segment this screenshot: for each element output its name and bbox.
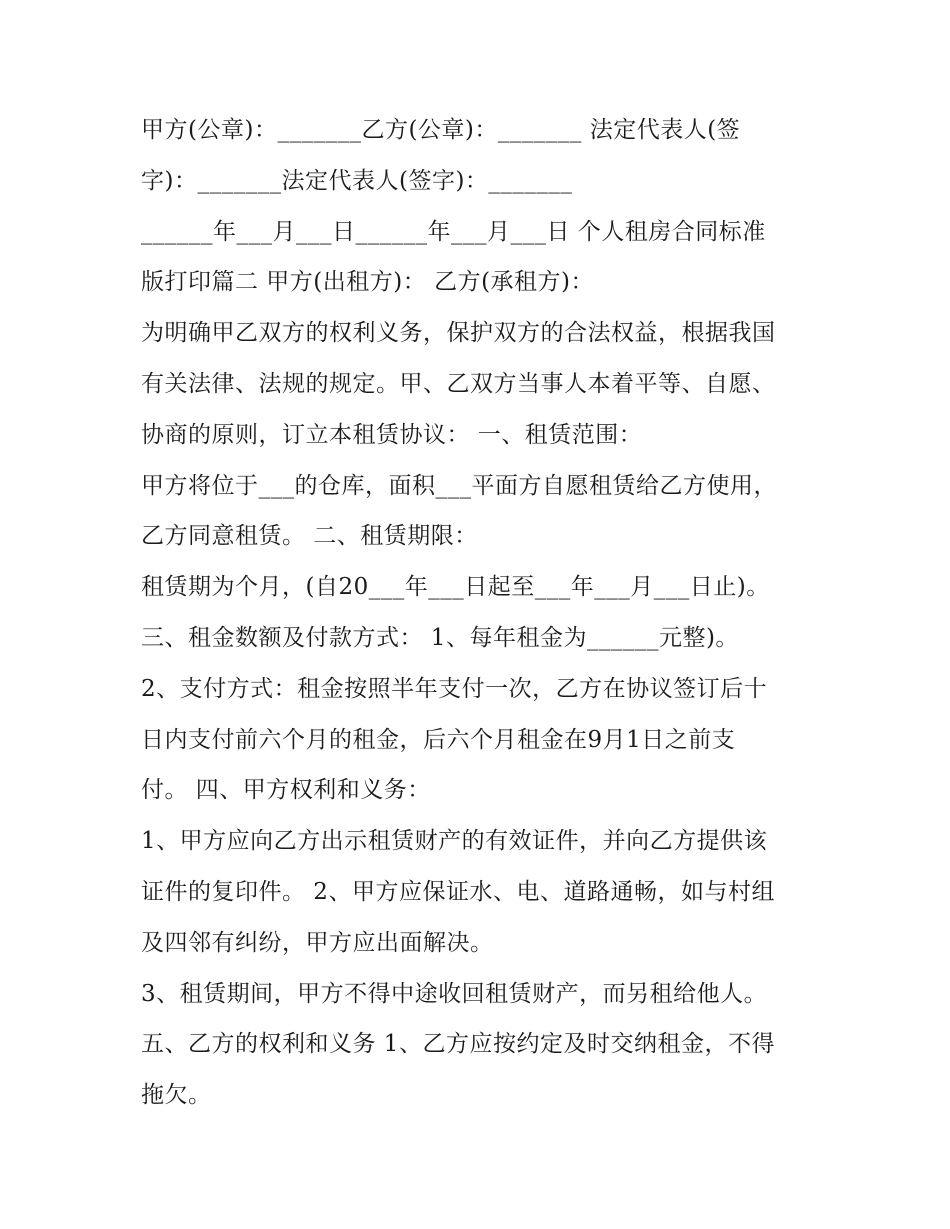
text-line-9: 乙方同意租赁。 二、租赁期限：	[141, 523, 478, 550]
text-line-17: 及四邻有纠纷，甲方应出面解决。	[141, 929, 494, 956]
text-line-5: 为明确甲乙双方的权利义务，保护双方的合法权益，根据我国	[141, 320, 776, 347]
text-line-13: 日内支付前六个月的租金，后六个月租金在9月1日之前支	[141, 726, 736, 753]
text-line-6: 有关法律、法规的规定。甲、乙双方当事人本着平等、自愿、	[141, 370, 776, 397]
text-line-14: 付。 四、甲方权利和义务：	[141, 777, 431, 804]
text-line-10: 租赁期为个月，(自20___年___日起至___年___月___日止)。	[141, 574, 770, 601]
text-line-3: ______年___月___日______年___月___日 个人租房合同标准	[141, 218, 766, 245]
text-line-19: 五、乙方的权利和义务 1、乙方应按约定及时交纳租金，不得	[141, 1031, 775, 1058]
contract-text-body	[141, 105, 821, 1121]
text-line-2: 字)：_______法定代表人(签字)：_______	[141, 167, 573, 194]
text-line-1: 甲方(公章)：_______乙方(公章)：_______ 法定代表人(签	[141, 117, 741, 143]
text-line-18: 3、租赁期间，甲方不得中途收回租赁财产，而另租给他人。	[141, 980, 768, 1007]
text-line-8: 甲方将位于___的仓库，面积___平面方自愿租赁给乙方使用，	[141, 472, 777, 499]
text-line-20: 拖欠。	[141, 1082, 212, 1109]
text-line-16: 证件的复印件。 2、甲方应保证水、电、道路通畅，如与村组	[141, 878, 775, 905]
text-line-4: 版打印篇二 甲方(出租方)： 乙方(承租方)：	[141, 269, 595, 296]
text-line-7: 协商的原则，订立本租赁协议： 一、租赁范围：	[141, 421, 643, 448]
text-line-11: 三、租金数额及付款方式： 1、每年租金为______元整)。	[141, 624, 739, 651]
text-line-15: 1、甲方应向乙方出示租赁财产的有效证件，并向乙方提供该	[141, 828, 768, 855]
text-line-12: 2、支付方式：租金按照半年支付一次，乙方在协议签订后十	[141, 675, 768, 702]
